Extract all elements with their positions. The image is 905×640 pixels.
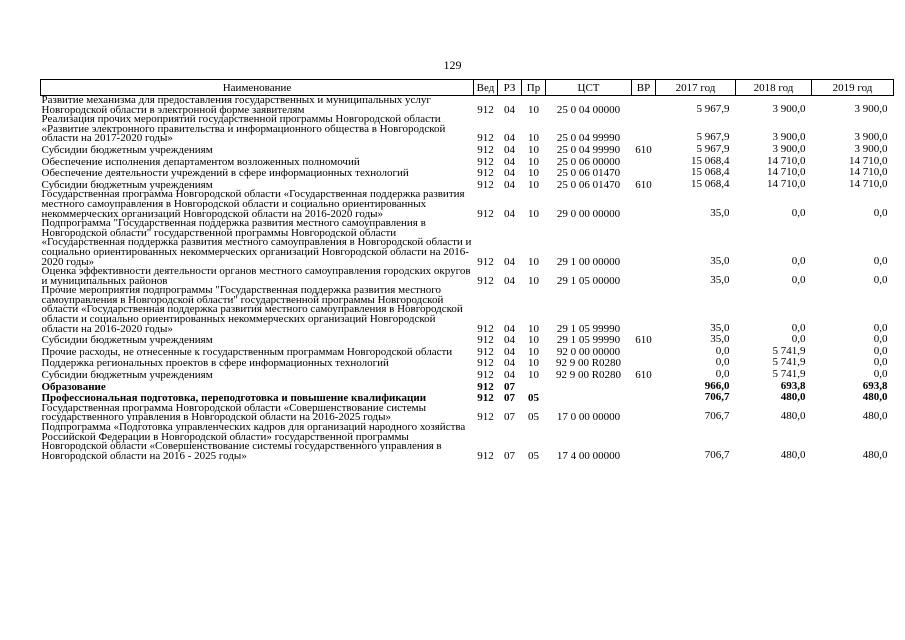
cell-vr [632,381,656,393]
cell-cst: 25 0 06 01470 [556,167,621,180]
cell-2017: 15 068,4 [691,154,730,167]
cell-2018: 14 710,0 [767,166,806,179]
cell-2018: 0,0 [791,273,806,286]
cell-vr [632,404,656,423]
cell-2017: 35,0 [710,333,730,346]
cell-ved: 912 [477,449,494,462]
cell-rz: 04 [504,178,515,191]
cell-pr: 10 [528,132,539,145]
cell-ved: 912 [477,322,494,335]
table-body [41,96,894,462]
cell-pr: 05 [528,392,539,405]
cell-name: Прочие расходы, не отнесенные к государственным программам Новгородской области [41,345,453,358]
cell-2018: 480,0 [780,410,806,423]
cell-vr [632,190,656,219]
cell-ved: 912 [477,167,494,180]
cell-ved: 912 [477,155,494,168]
header-cst: ЦСТ [546,80,632,96]
cell-pr: 10 [528,178,539,191]
cell-rz: 04 [504,155,515,168]
header-2018: 2018 год [736,80,812,96]
cell-name: Субсидии бюджетным учреждениям [41,143,213,156]
cell-2017: 966,0 [704,379,730,392]
cell-2019: 0,0 [873,344,888,357]
cell-2019: 0,0 [873,321,888,334]
cell-2017: 706,7 [704,448,730,461]
cell-2017: 35,0 [710,206,730,219]
cell-2017: 706,7 [704,391,730,404]
cell-pr: 10 [528,155,539,168]
cell-2018: 5 741,9 [772,344,806,357]
cell-vr [632,267,656,286]
cell-rz: 04 [504,357,515,370]
cell-name: Субсидии бюджетным учреждениям [41,369,213,382]
cell-name: Субсидии бюджетным учреждениям [41,334,213,347]
cell-ved: 912 [477,255,494,268]
cell-2017: 0,0 [715,344,730,357]
cell-2017: 0,0 [715,356,730,369]
table-row [41,190,894,219]
cell-name: Государственная программа Новгородской области «Совершенствование системы государственного управления в Новгородской области на 2016-2025 годы» [41,401,427,424]
header-2017: 2017 год [656,80,736,96]
cell-pr: 05 [528,411,539,424]
cell-cst: 29 1 05 00000 [556,274,621,287]
cell-cst: 17 4 00 00000 [556,449,621,462]
cell-2019: 3 900,0 [854,131,888,144]
cell-2018: 14 710,0 [767,177,806,190]
cell-cst: 29 1 05 99990 [556,322,621,335]
cell-pr: 10 [528,345,539,358]
cell-pr: 10 [528,255,539,268]
cell-2018: 3 900,0 [772,131,806,144]
cell-rz: 04 [504,207,515,220]
cell-2019: 0,0 [873,254,888,267]
table-row [41,346,894,358]
cell-name: Оценка эффективности деятельности органов местного самоуправления городских округов и муниципальных районов [41,265,471,287]
cell-2017: 35,0 [710,254,730,267]
cell-ved: 912 [477,143,494,156]
cell-pr: 05 [528,449,539,462]
cell-2019: 0,0 [873,273,888,286]
cell-rz: 07 [504,449,515,462]
cell-rz: 04 [504,345,515,358]
cell-2019: 480,0 [862,448,888,461]
cell-ved: 912 [477,178,494,191]
cell-vr [632,357,656,369]
cell-cst: 92 9 00 R0280 [555,357,622,370]
cell-name: Поддержка региональных проектов в сфере информационных технологий [41,357,389,370]
cell-2018: 480,0 [780,448,806,461]
cell-pr: 10 [528,274,539,287]
cell-2017: 0,0 [715,368,730,381]
table-row [41,219,894,267]
table-row [41,144,894,156]
cell-name: Субсидии бюджетным учреждениям [41,178,213,191]
cell-name: Обеспечение исполнения департаментом возложенных полномочий [41,155,360,168]
cell-2017: 5 967,9 [696,142,730,155]
cell-2018: 5 741,9 [772,356,806,369]
cell-rz: 04 [504,334,515,347]
cell-2018: 693,8 [780,379,806,392]
cell-rz: 04 [504,143,515,156]
cell-rz: 07 [504,411,515,424]
cell-2017: 15 068,4 [691,166,730,179]
cell-name: Реализация прочих мероприятий государственной программы Новгородской области «Развитие электронного правительства и информационного общества в Новгородской области на 2017-2020 годы» [41,113,446,145]
cell-name: Прочие мероприятия подпрограммы "Государственная поддержка развития местного самоуправления в Новгородской области" государственной программы Новгородской области «Государственная поддержка развития местного самоуправления в Новгородской области и социально ориентированных некоммерческих организаций Новгородской области на 2016-2020 годы» [41,284,463,335]
cell-2018: 14 710,0 [767,154,806,167]
cell-pr: 10 [528,322,539,335]
cell-2018: 0,0 [791,206,806,219]
cell-ved: 912 [477,345,494,358]
cell-2019: 3 900,0 [854,142,888,155]
table-row [41,381,894,393]
header-pr: Пр [522,80,546,96]
cell-vr [632,115,656,144]
cell-name: Обеспечение деятельности учреждений в сфере информационных технологий [41,167,409,180]
cell-ved: 912 [477,369,494,382]
cell-pr: 10 [528,143,539,156]
cell-ved: 912 [477,411,494,424]
cell-rz: 04 [504,322,515,335]
cell-cst: 29 1 05 99990 [556,334,621,347]
cell-ved: 912 [477,274,494,287]
cell-2019: 14 710,0 [849,177,888,190]
cell-vr [632,167,656,179]
table-row [41,167,894,179]
cell-pr: 10 [528,369,539,382]
cell-pr: 10 [528,103,539,116]
cell-cst: 25 0 06 01470 [556,178,621,191]
cell-2017: 5 967,9 [696,131,730,144]
cell-vr: 610 [635,143,652,156]
cell-2017: 35,0 [710,273,730,286]
cell-2018: 3 900,0 [772,142,806,155]
cell-rz: 04 [504,167,515,180]
table-row [41,357,894,369]
header-ved: Вед [474,80,498,96]
cell-vr [632,156,656,168]
cell-2017: 15 068,4 [691,177,730,190]
cell-name: Профессиональная подготовка, переподготовка и повышение квалификации [41,392,427,405]
budget-table [40,79,894,461]
cell-rz: 07 [504,392,515,405]
cell-2019: 0,0 [873,368,888,381]
cell-2019: 0,0 [873,333,888,346]
table-row [41,334,894,346]
cell-pr: 10 [528,334,539,347]
cell-ved: 912 [477,357,494,370]
table-row [41,115,894,144]
cell-cst: 29 0 00 00000 [556,207,621,220]
cell-rz: 04 [504,255,515,268]
cell-2017: 5 967,9 [696,102,730,115]
cell-pr [522,381,546,393]
cell-ved: 912 [477,334,494,347]
cell-vr [632,423,656,461]
cell-vr [632,286,656,334]
cell-ved: 912 [477,132,494,145]
cell-vr [632,346,656,358]
cell-ved: 912 [477,392,494,405]
cell-ved: 912 [477,103,494,116]
cell-2017: 706,7 [704,410,730,423]
cell-name: Развитие механизма для предоставления государственных и муниципальных услуг Новгородской области в электронной форме заявителям [41,94,431,116]
cell-2018: 0,0 [791,321,806,334]
cell-rz: 07 [504,380,515,393]
cell-cst: 25 0 06 00000 [556,155,621,168]
header-rz: РЗ [498,80,522,96]
cell-2019: 0,0 [873,356,888,369]
table-row [41,423,894,461]
cell-2019: 3 900,0 [854,102,888,115]
cell-2019: 14 710,0 [849,166,888,179]
cell-2018: 480,0 [780,391,806,404]
cell-2018: 0,0 [791,254,806,267]
cell-cst: 92 9 00 R0280 [555,369,622,382]
cell-name: Образование [41,380,106,393]
cell-ved: 912 [477,207,494,220]
cell-vr [632,392,656,404]
cell-pr: 10 [528,357,539,370]
table-row [41,156,894,168]
cell-vr [632,96,656,116]
header-2019: 2019 год [812,80,894,96]
header-vr: ВР [632,80,656,96]
page-number: 129 [443,58,462,72]
table-row [41,286,894,334]
cell-pr: 10 [528,167,539,180]
cell-rz: 04 [504,132,515,145]
cell-cst [546,392,632,404]
cell-rz: 04 [504,274,515,287]
cell-vr: 610 [635,369,652,382]
cell-vr: 610 [635,178,652,191]
cell-cst: 25 0 04 00000 [556,103,621,116]
cell-2019: 480,0 [862,391,888,404]
cell-vr [632,219,656,267]
cell-pr: 10 [528,207,539,220]
cell-rz: 04 [504,103,515,116]
cell-2019: 14 710,0 [849,154,888,167]
cell-cst: 92 0 00 00000 [556,345,621,358]
cell-cst: 29 1 00 00000 [556,255,621,268]
cell-2019: 480,0 [862,410,888,423]
cell-ved: 912 [477,380,494,393]
cell-2018: 3 900,0 [772,102,806,115]
cell-2017: 35,0 [710,321,730,334]
cell-2019: 0,0 [873,206,888,219]
cell-cst [546,381,632,393]
cell-vr: 610 [635,334,652,347]
cell-cst: 25 0 04 99990 [556,143,621,156]
cell-name: Подпрограмма «Подготовка управленческих кадров для организаций народного хозяйства Российской Федерации в Новгородской области» государственной программы Новгородской области «Совершенствование системы государственного управления в Новгородской области на 2016 - 2025 годы» [41,421,466,462]
cell-cst: 17 0 00 00000 [556,411,621,424]
header-name: Наименование [41,80,474,96]
cell-rz: 04 [504,369,515,382]
cell-2018: 5 741,9 [772,368,806,381]
cell-2019: 693,8 [862,379,888,392]
table-row [41,369,894,381]
cell-name: Подпрограмма "Государственная поддержка развития местного самоуправления в Новгородской области" государственной программы Новгородской области «Государственная поддержка развития местного самоуправления в Новгородской области и социально ориентированных некоммерческих организаций Новгородской области на 2016-2020 годы» [41,217,472,268]
cell-name: Государственная программа Новгородской области «Государственная поддержка развития местного самоуправления в Новгородской области и социально ориентированных некоммерческих организаций Новгородской области на 2016-2020 годы» [41,188,465,220]
cell-2018: 0,0 [791,333,806,346]
cell-cst: 25 0 04 99990 [556,132,621,145]
